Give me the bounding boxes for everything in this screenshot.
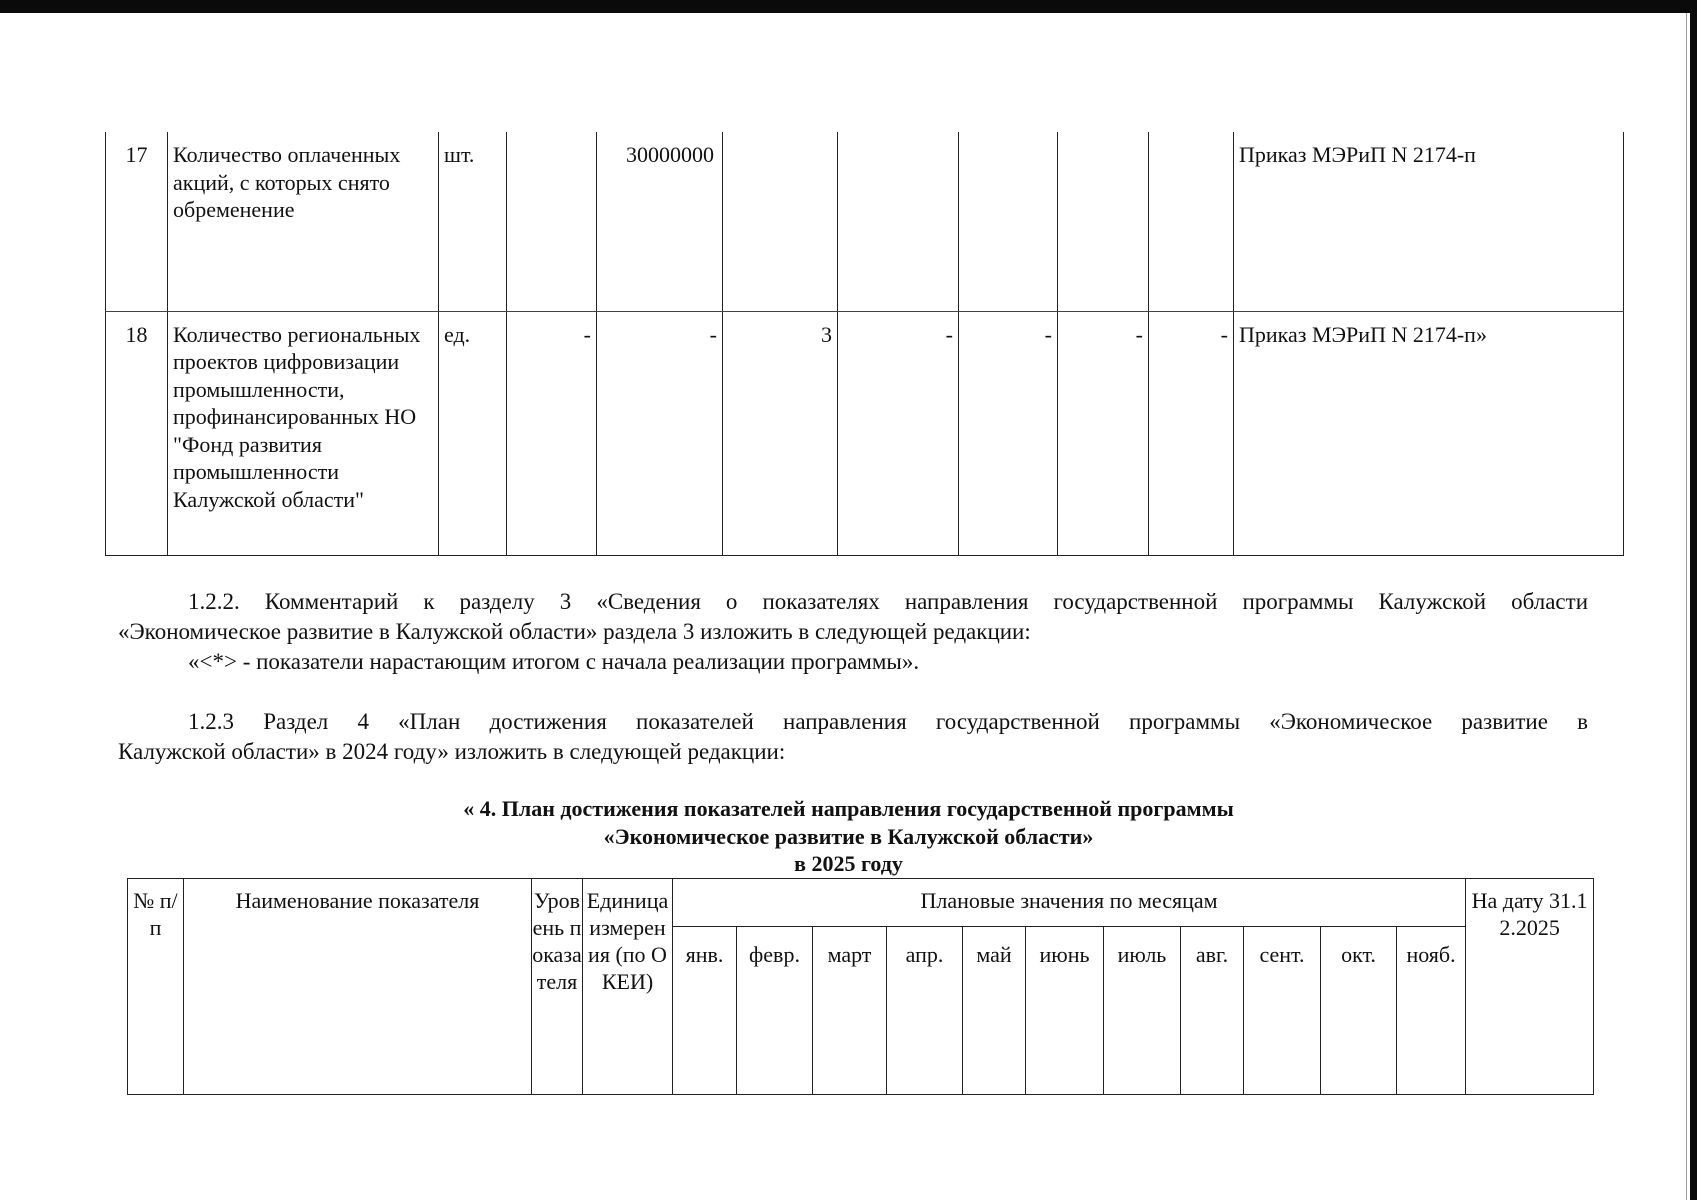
source-document: Приказ МЭРиП N 2174-п — [1234, 132, 1624, 311]
month-header: окт. — [1321, 927, 1397, 1095]
value-cell — [1058, 132, 1149, 311]
paragraph-line: «Экономическое развитие в Калужской области» раздела 3 изложить в следующей редакции: — [118, 619, 1031, 644]
value-cell: 30000000 — [597, 132, 723, 311]
indicator-name: Количество региональных проектов цифровизации промышленности, профинансированных НО "Фонд развития промышленности Калужской области" — [168, 311, 439, 555]
month-header: сент. — [1244, 927, 1321, 1095]
heading-line: в 2025 году — [794, 851, 903, 876]
row-number: 18 — [106, 311, 168, 555]
plan-table-2025 — [127, 878, 1594, 1095]
value-cell — [1149, 132, 1234, 311]
table-row — [106, 311, 1624, 555]
month-header: авг. — [1181, 927, 1244, 1095]
value-cell: - — [838, 311, 959, 555]
header-indicator-level: Уровень показателя — [532, 879, 583, 1095]
month-header: март — [813, 927, 887, 1095]
paragraph-line: 1.2.3 Раздел 4 «План достижения показателей направления государственной программы «Экономическое развитие в — [188, 709, 1588, 734]
paragraph-line: Калужской области» в 2024 году» изложить в следующей редакции: — [118, 739, 786, 764]
header-number: № п/п — [128, 879, 184, 1095]
unit-cell: шт. — [439, 132, 507, 311]
unit-cell: ед. — [439, 311, 507, 555]
value-cell — [959, 132, 1058, 311]
header-date: На дату 31.12.2025 — [1466, 879, 1594, 1095]
paragraph-1-2-2 — [118, 587, 1588, 677]
month-header: июнь — [1026, 927, 1104, 1095]
value-cell: - — [1149, 311, 1234, 555]
header-unit: Единица измерения (по ОКЕИ) — [583, 879, 673, 1095]
row-number: 17 — [106, 132, 168, 311]
paragraph-line: 1.2.2. Комментарий к разделу 3 «Сведения о показателях направления государственной программы Калужской области — [188, 589, 1588, 614]
scan-top-edge — [0, 0, 1697, 13]
header-indicator-name: Наименование показателя — [184, 879, 532, 1095]
paragraph-1-2-3 — [118, 707, 1588, 767]
indicator-name: Количество оплаченных акций, с которых снято обременение — [168, 132, 439, 311]
value-cell: - — [597, 311, 723, 555]
month-header: апр. — [887, 927, 963, 1095]
table-row — [106, 132, 1624, 311]
month-header: май — [963, 927, 1026, 1095]
value-cell — [838, 132, 959, 311]
paragraph-line: «<*> - показатели нарастающим итогом с начала реализации программы». — [188, 649, 920, 674]
table-header-row — [128, 879, 1594, 927]
value-cell — [723, 132, 838, 311]
header-planned-values: Плановые значения по месяцам — [673, 879, 1466, 927]
heading-line: « 4. План достижения показателей направления государственной программы — [463, 796, 1234, 821]
scan-right-edge — [1690, 0, 1697, 1200]
value-cell — [507, 132, 597, 311]
month-header: февр. — [737, 927, 813, 1095]
month-header: нояб. — [1397, 927, 1466, 1095]
month-header: июль — [1104, 927, 1181, 1095]
value-cell: - — [507, 311, 597, 555]
indicators-table-continued — [105, 132, 1624, 556]
source-document: Приказ МЭРиП N 2174-п» — [1234, 311, 1624, 555]
heading-line: «Экономическое развитие в Калужской области» — [603, 823, 1094, 849]
value-cell: 3 — [723, 311, 838, 555]
value-cell: - — [959, 311, 1058, 555]
value-cell: - — [1058, 311, 1149, 555]
page-edge-line — [1686, 13, 1687, 1200]
section-heading — [0, 795, 1697, 878]
month-header: янв. — [673, 927, 737, 1095]
